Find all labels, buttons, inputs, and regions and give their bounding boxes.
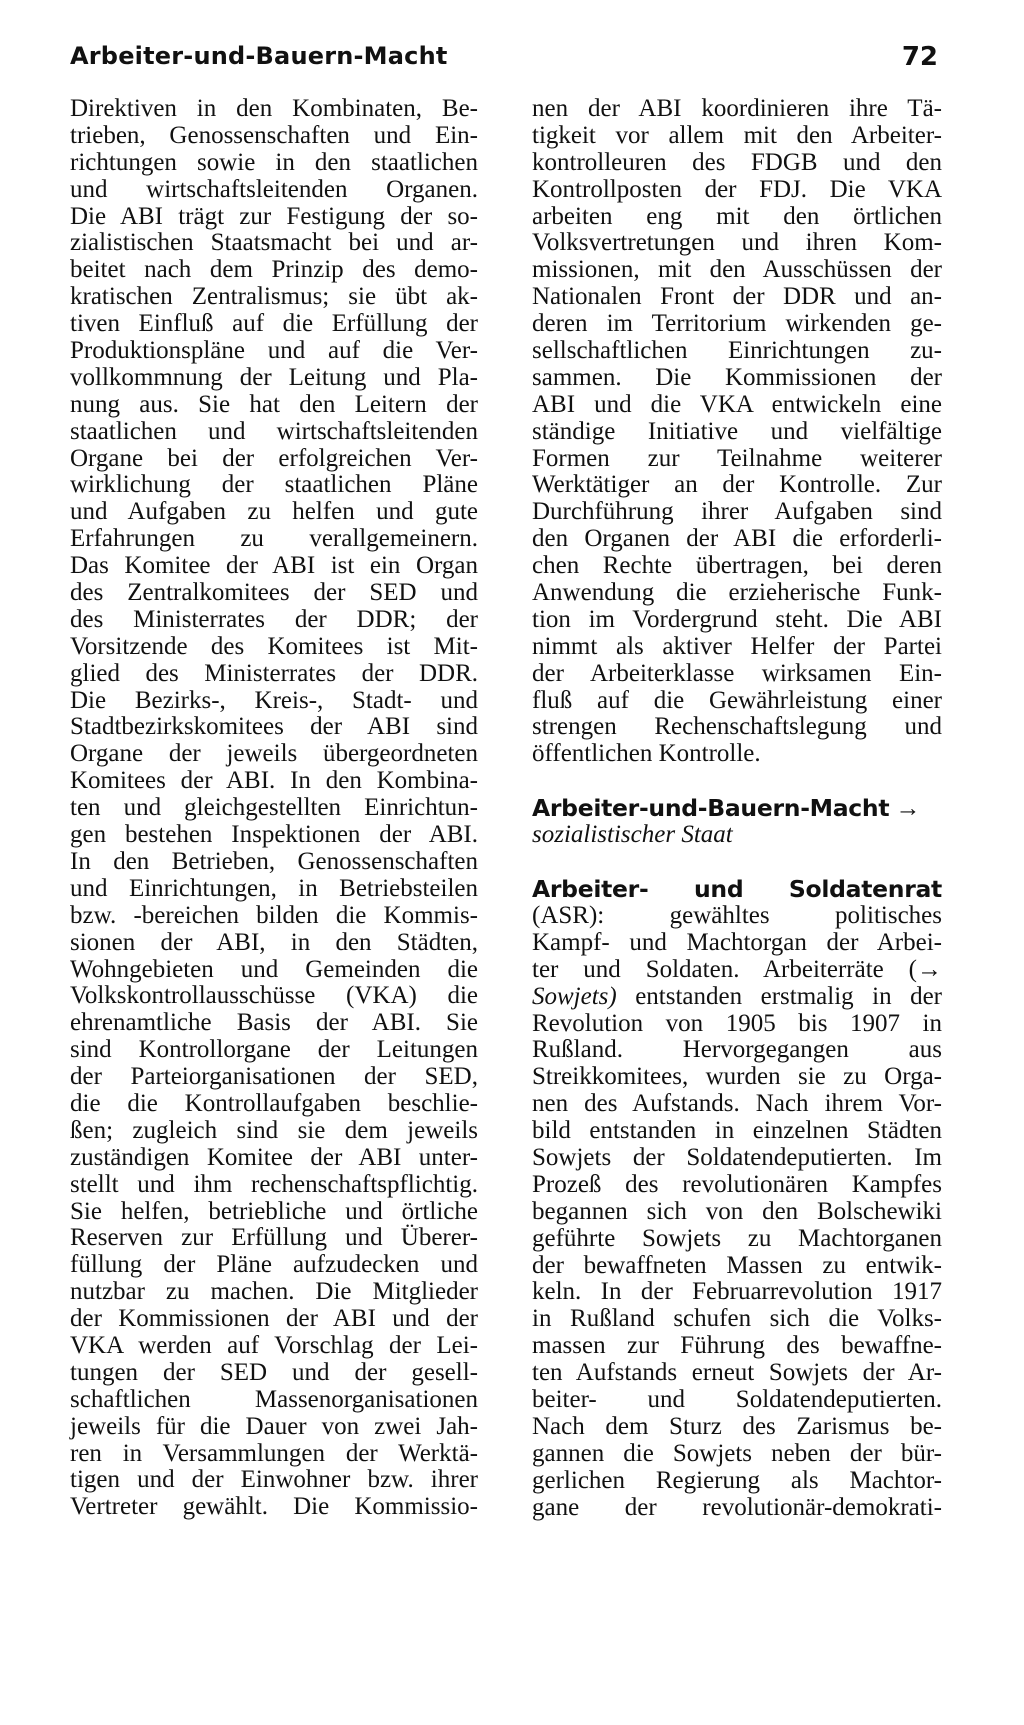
text-line: füllung der Pläne aufzudecken und: [70, 1251, 478, 1279]
text-line: tigkeit vor allem mit den Arbeiter-: [532, 121, 942, 149]
text-line: tungen der SED und der gesell-: [70, 1358, 478, 1386]
text-line: Durchführung ihrer Aufgaben sind: [532, 498, 942, 526]
text-line: Produktionspläne und auf die Ver-: [70, 337, 478, 365]
text-line: ren in Versammlungen der Werktä-: [70, 1439, 478, 1467]
text-line: kratischen Zentralismus; sie übt ak-: [70, 283, 478, 311]
text-line: gannen die Sowjets neben der bür-: [532, 1439, 942, 1467]
text-line: nung aus. Sie hat den Leitern der: [70, 390, 478, 418]
text-line: beiter- und Soldatendeputierten.: [532, 1385, 942, 1413]
text-line: Kontrollposten der FDJ. Die VKA: [532, 175, 942, 203]
text-line: richtungen sowie in den staatlichen: [70, 148, 478, 176]
text-line: sellschaftlichen Einrichtungen zu-: [532, 337, 942, 365]
text-line: Organe bei der erfolgreichen Ver-: [70, 444, 478, 472]
text-line: in Rußland schufen sich die Volks-: [532, 1305, 942, 1333]
text-line: Wohngebieten und Gemeinden die: [70, 955, 478, 983]
text-line: missionen, mit den Ausschüssen der: [532, 256, 942, 284]
entry-headword: Arbeiter-und-Bauern-Macht: [532, 794, 890, 823]
entry-continuation: [532, 96, 942, 768]
text-line: In den Betrieben, Genossenschaften: [70, 847, 478, 875]
text-line: der bewaffneten Massen zu entwik-: [532, 1251, 942, 1279]
entry-headword-part: Soldatenrat: [788, 875, 942, 904]
text-line: Streikkomitees, wurden sie zu Orga-: [532, 1063, 942, 1091]
entry-arbeiter-und-bauern-macht: [532, 795, 942, 849]
text-line: nen der ABI koordinieren ihre Tä-: [532, 95, 942, 122]
text-line: ehrenamtliche Basis der ABI. Sie: [70, 1009, 478, 1037]
text-line: ter und Soldaten. Arbeiterräte (→: [532, 955, 942, 983]
text-line: Kampf- und Machtorgan der Arbei-: [532, 928, 942, 956]
text-line: Das Komitee der ABI ist ein Organ: [70, 552, 478, 580]
text-line: Prozeß des revolutionären Kampfes: [532, 1170, 942, 1198]
crossref-link[interactable]: Sowjets): [532, 982, 617, 1010]
left-column: [70, 96, 478, 1521]
text-line: Sie helfen, betriebliche und örtliche: [70, 1197, 478, 1225]
text-line: ten Aufstands erneut Sowjets der Ar-: [532, 1359, 942, 1387]
text-line: und Einrichtungen, in Betriebsteilen: [70, 874, 478, 902]
text-line: ten und gleichgestellten Einrichtun-: [70, 794, 478, 822]
text-line: Volksvertretungen und ihren Kom-: [532, 229, 942, 257]
text-line: VKA werden auf Vorschlag der Lei-: [70, 1331, 478, 1359]
text-line: und wirtschaftsleitenden Organen.: [70, 175, 478, 203]
right-column: [532, 96, 942, 1521]
entry-headword-part: und: [693, 875, 744, 904]
text-line: der Kommissionen der ABI und der: [70, 1305, 478, 1333]
text-line: nimmt als aktiver Helfer der Partei: [532, 632, 942, 660]
text-line: deren im Territorium wirkenden ge-: [532, 310, 942, 338]
text-line: Direktiven in den Kombinaten, Be-: [70, 95, 478, 122]
text-line: begannen sich von den Bolschewiki: [532, 1197, 942, 1225]
text-line: Die Bezirks-, Kreis-, Stadt- und: [70, 686, 478, 714]
text-line: der Arbeiterklasse wirksamen Ein-: [532, 659, 942, 687]
text-line: fluß auf die Gewährleistung einer: [532, 686, 942, 714]
text-line: chen Rechte übertragen, bei deren: [532, 552, 942, 580]
text-line: ständige Initiative und vielfältige: [532, 417, 942, 445]
entry-arbeiter-und-soldatenrat: [532, 876, 942, 1521]
text-line: glied des Ministerrates der DDR.: [70, 659, 478, 687]
text-line: staatlichen und wirtschaftsleitenden: [70, 417, 478, 445]
text-line: geführte Sowjets zu Machtorganen: [532, 1224, 942, 1252]
text-line: gane der revolutionär-demokrati-: [532, 1493, 942, 1521]
text-line: gen bestehen Inspektionen der ABI.: [70, 821, 478, 849]
text-line: wirklichung der staatlichen Pläne: [70, 471, 478, 499]
text-line: ABI und die VKA entwickeln eine: [532, 390, 942, 418]
text-line: Organe der jeweils übergeordneten: [70, 740, 478, 768]
text-line: Rußland. Hervorgegangen aus: [532, 1036, 942, 1064]
text-line: öffentlichen Kontrolle.: [532, 740, 761, 768]
text-line: Reserven zur Erfüllung und Überer-: [70, 1224, 478, 1252]
text-line: strengen Rechenschaftslegung und: [532, 713, 942, 741]
text-line: Revolution von 1905 bis 1907 in: [532, 1009, 942, 1037]
text-line: massen zur Führung des bewaffne-: [532, 1332, 942, 1360]
text-line: stellt und ihm rechenschaftspflichtig.: [70, 1170, 478, 1198]
crossref-link[interactable]: sozialistischer Staat: [532, 821, 733, 849]
text-line: Die ABI trägt zur Festigung der so-: [70, 202, 478, 230]
text-line: Volkskontrollausschüsse (VKA) die: [70, 982, 478, 1010]
entry-headword-part: Arbeiter-: [532, 875, 649, 904]
text-line: arbeiten eng mit den örtlichen: [532, 202, 942, 230]
text-line: nutzbar zu machen. Die Mitglieder: [70, 1278, 478, 1306]
text-line: zialistischen Staatsmacht bei und ar-: [70, 229, 478, 257]
text-line: und Aufgaben zu helfen und gute: [70, 498, 478, 526]
text-line: Formen zur Teilnahme weiterer: [532, 444, 942, 472]
entry-body: [532, 1011, 942, 1522]
text-line: beitet nach dem Prinzip des demo-: [70, 256, 478, 284]
text-line: gerlichen Regierung als Machtor-: [532, 1466, 942, 1494]
text-line: Sowjets der Soldatendeputierten. Im: [532, 1143, 942, 1171]
text-line: ßen; zugleich sind sie dem jeweils: [70, 1116, 478, 1144]
text-line: Nationalen Front der DDR und an-: [532, 283, 942, 311]
text-line: nen des Aufstands. Nach ihrem Vor-: [532, 1090, 942, 1118]
text-line: tigen und der Einwohner bzw. ihrer: [70, 1466, 478, 1494]
running-head: Arbeiter-und-Bauern-Macht: [70, 42, 448, 70]
text-line: Komitees der ABI. In den Kombina-: [70, 767, 478, 795]
text-line: die die Kontrollaufgaben beschlie-: [70, 1089, 478, 1117]
text-line: Anwendung die erzieherische Funk-: [532, 579, 942, 607]
text-line: kontrolleuren des FDGB und den: [532, 148, 942, 176]
text-line: Werktätiger an der Kontrolle. Zur: [532, 471, 942, 499]
text-line: Stadtbezirkskomitees der ABI sind: [70, 713, 478, 741]
text-line: sammen. Die Kommissionen der: [532, 363, 942, 391]
text-line: sind Kontrollorgane der Leitungen: [70, 1036, 478, 1064]
text-line: trieben, Genossenschaften und Ein-: [70, 121, 478, 149]
text-line: Vorsitzende des Komitees ist Mit-: [70, 632, 478, 660]
page-number: 72: [901, 42, 938, 72]
text-line: des Ministerrates der DDR; der: [70, 605, 478, 633]
text-line: jeweils für die Dauer von zwei Jah-: [70, 1412, 478, 1440]
text-line: entstanden erstmalig in der: [616, 982, 942, 1010]
text-line: der Parteiorganisationen der SED,: [70, 1063, 478, 1091]
crossref-arrow: →: [895, 795, 921, 823]
text-line: Erfahrungen zu verallgemeinern.: [70, 525, 478, 553]
text-line: bild entstanden in einzelnen Städten: [532, 1117, 942, 1145]
text-line: tiven Einfluß auf die Erfüllung der: [70, 310, 478, 338]
text-line: zuständigen Komitee der ABI unter-: [70, 1143, 478, 1171]
text-line: Vertreter gewählt. Die Kommissio-: [70, 1493, 478, 1521]
text-line: keln. In der Februarrevolution 1917: [532, 1278, 942, 1306]
text-line: Nach dem Sturz des Zarismus be-: [532, 1412, 942, 1440]
text-line: den Organen der ABI die erforderli-: [532, 525, 942, 553]
text-line: bzw. -bereichen bilden die Kommis-: [70, 901, 478, 929]
text-line: tion im Vordergrund steht. Die ABI: [532, 605, 942, 633]
text-line: des Zentralkomitees der SED und: [70, 579, 478, 607]
text-line: schaftlichen Massenorganisationen: [70, 1385, 478, 1413]
text-line: sionen der ABI, in den Städten,: [70, 928, 478, 956]
text-line: vollkommnung der Leitung und Pla-: [70, 363, 478, 391]
text-line: (ASR): gewähltes politisches: [532, 901, 942, 929]
